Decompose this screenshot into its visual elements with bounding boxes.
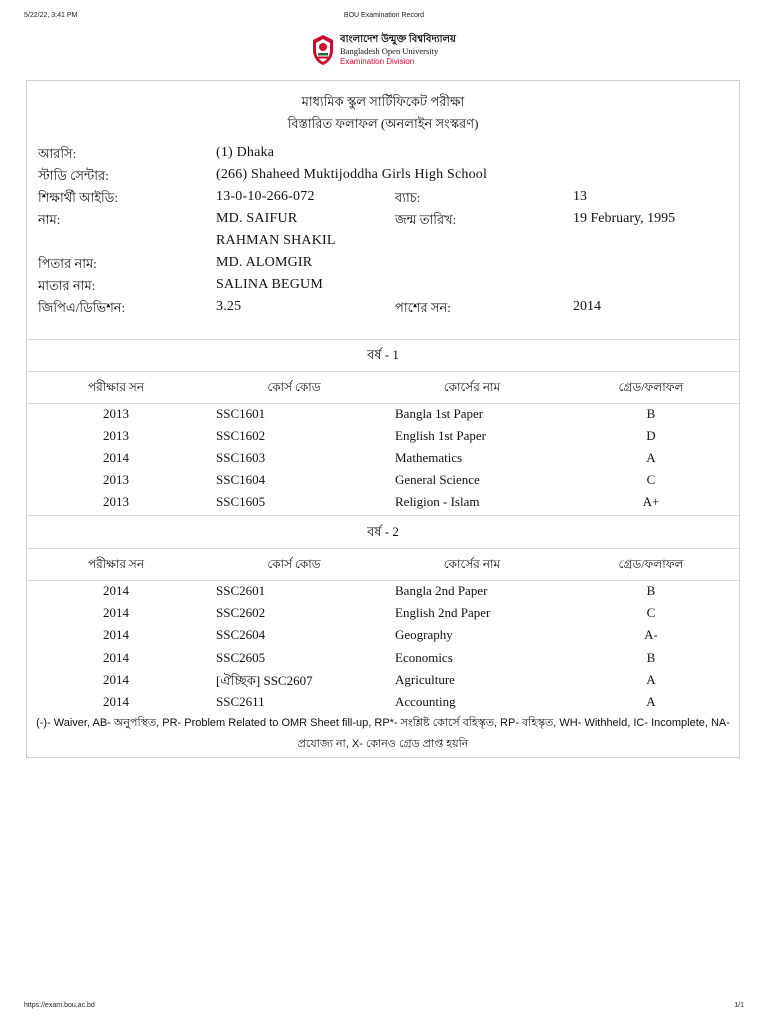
father-value: MD. ALOMGIR <box>216 255 313 270</box>
student-id-value: 13-0-10-266-072 <box>216 189 315 204</box>
father-label: পিতার নাম: <box>38 256 97 271</box>
course-code-cell: SSC2602 <box>216 605 266 620</box>
grade-cell: A <box>646 694 656 709</box>
mother-value: SALINA BEGUM <box>216 277 324 292</box>
course-code-cell: SSC1604 <box>216 472 266 487</box>
course-code-cell: SSC1601 <box>216 406 266 421</box>
batch-value: 13 <box>573 189 587 204</box>
print-footer <box>24 1002 744 1012</box>
divider <box>27 403 739 404</box>
course-name-cell: Economics <box>395 650 453 665</box>
batch-label: ব্যাচ: <box>395 190 421 205</box>
course-name-cell: Bangla 2nd Paper <box>395 583 488 598</box>
exam-year-cell: 2013 <box>103 428 129 443</box>
gpa-label: জিপিএ/ডিভিশন: <box>38 300 126 315</box>
grade-cell: A- <box>644 627 658 642</box>
col-course-name: কোর্সের নাম <box>443 380 501 394</box>
course-name-cell: Agriculture <box>395 672 455 687</box>
pass-year-label: পাশের সন: <box>395 300 451 315</box>
print-header <box>24 12 744 22</box>
course-name-cell: Accounting <box>395 694 456 709</box>
mother-label: মাতার নাম: <box>38 278 96 293</box>
study-center-label: স্টাডি সেন্টার: <box>38 168 109 183</box>
exam-year-cell: 2014 <box>103 583 129 598</box>
course-code-cell: SSC1603 <box>216 450 266 465</box>
grade-cell: A+ <box>642 494 660 509</box>
dob-value: 19 February, 1995 <box>573 211 676 226</box>
course-code-cell: SSC2604 <box>216 627 266 642</box>
rc-label: আরসি: <box>38 146 77 161</box>
course-code-cell: SSC1605 <box>216 494 266 509</box>
logo-division: Examination Division <box>340 57 415 66</box>
course-name-cell: Mathematics <box>395 450 463 465</box>
col-course-code: কোর্স কোড <box>267 557 321 571</box>
gpa-value: 3.25 <box>216 299 242 314</box>
exam-year-cell: 2014 <box>103 605 129 620</box>
year-1-title: বর্ষ - 1 <box>367 347 399 362</box>
exam-record-panel <box>26 80 740 758</box>
grade-cell: B <box>646 650 656 665</box>
divider <box>27 548 739 549</box>
pass-year-value: 2014 <box>573 299 601 314</box>
col-exam-year: পরীক্ষার সন <box>87 380 145 394</box>
grade-legend: (-)- Waiver, AB- অনুপস্থিত, PR- Problem Related to OMR Sheet fill-up, RP*- সংশ্লিষ্ট কোর্সে বহিস্কৃত, RP- বহিস্কৃত, WH- Withheld, IC- Incomplete, NA- প্রযোজ্য না, X- কোনও গ্রেড প্রাপ্ত হয়নি <box>36 717 730 750</box>
grade-cell: D <box>646 428 656 443</box>
grade-cell: A <box>646 450 656 465</box>
grade-cell: B <box>646 406 656 421</box>
student-id-label: শিক্ষার্থী আইডি: <box>38 190 118 205</box>
record-title: মাধ্যমিক স্কুল সার্টিফিকেট পরীক্ষা <box>301 94 465 109</box>
exam-year-cell: 2014 <box>103 694 129 709</box>
course-name-cell: Religion - Islam <box>395 494 480 509</box>
grade-cell: C <box>646 605 656 620</box>
exam-year-cell: 2014 <box>103 650 129 665</box>
col-course-name: কোর্সের নাম <box>443 557 501 571</box>
exam-year-cell: 2014 <box>103 672 129 687</box>
col-course-code: কোর্স কোড <box>267 380 321 394</box>
exam-year-cell: 2013 <box>103 406 129 421</box>
dob-label: জন্ম তারিখ: <box>395 212 457 227</box>
course-name-cell: English 2nd Paper <box>395 605 491 620</box>
grade-cell: A <box>646 672 656 687</box>
university-logo-block <box>310 34 470 70</box>
study-center-value: (266) Shaheed Muktijoddha Girls High School <box>216 167 488 182</box>
print-datetime: 5/22/22, 3:41 PM <box>24 12 78 19</box>
course-name-cell: English 1st Paper <box>395 428 486 443</box>
course-name-cell: Geography <box>395 627 453 642</box>
name-value-line2: RAHMAN SHAKIL <box>216 233 336 248</box>
logo-bangla-name: বাংলাদেশ উন্মুক্ত বিশ্ববিদ্যালয় <box>340 34 456 45</box>
grade-cell: C <box>646 472 656 487</box>
name-value-line1: MD. SAIFUR <box>216 211 298 226</box>
name-label: নাম: <box>38 212 61 227</box>
divider <box>27 371 739 372</box>
logo-text <box>340 34 456 67</box>
exam-year-cell: 2014 <box>103 627 129 642</box>
rc-value: (1) Dhaka <box>216 145 275 160</box>
print-url: https://exam.bou.ac.bd <box>24 1002 95 1009</box>
exam-year-cell: 2014 <box>103 450 129 465</box>
course-code-cell: SSC2601 <box>216 583 266 598</box>
course-code-cell: [ঐচ্ছিক] SSC2607 <box>216 673 313 688</box>
col-exam-year: পরীক্ষার সন <box>87 557 145 571</box>
year-2-title: বর্ষ - 2 <box>367 524 399 539</box>
record-subtitle: বিস্তারিত ফলাফল (অনলাইন সংস্করণ) <box>287 116 479 131</box>
university-logo-icon <box>310 34 336 66</box>
exam-year-cell: 2013 <box>103 472 129 487</box>
course-code-cell: SSC2605 <box>216 650 266 665</box>
course-name-cell: Bangla 1st Paper <box>395 406 484 421</box>
course-name-cell: General Science <box>395 472 480 487</box>
col-grade: গ্রেড/ফলাফল <box>618 380 684 394</box>
course-code-cell: SSC2611 <box>216 694 265 709</box>
exam-year-cell: 2013 <box>103 494 129 509</box>
col-grade: গ্রেড/ফলাফল <box>618 557 684 571</box>
divider <box>27 580 739 581</box>
divider <box>27 339 739 340</box>
divider <box>27 515 739 516</box>
print-page-number: 1/1 <box>734 1002 744 1009</box>
course-code-cell: SSC1602 <box>216 428 266 443</box>
print-page-title: BOU Examination Record <box>343 12 425 19</box>
grade-cell: B <box>646 583 656 598</box>
logo-english-name: Bangladesh Open University <box>340 46 439 56</box>
